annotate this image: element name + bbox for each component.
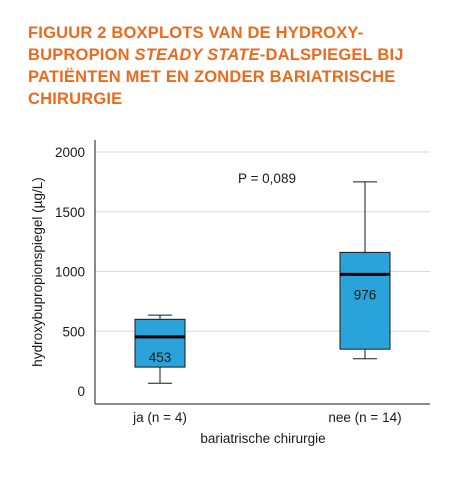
- y-tick-label: 0: [77, 384, 85, 399]
- y-tick-labels: [55, 145, 85, 399]
- p-value-annotation: P = 0,089: [238, 171, 296, 186]
- y-tick-label: 2000: [54, 145, 85, 160]
- median-label: 976: [353, 287, 377, 303]
- median-label: 453: [148, 349, 172, 365]
- x-tick-label: nee (n = 14): [328, 410, 402, 425]
- box-2: [340, 182, 390, 359]
- y-tick-label: 1500: [54, 204, 85, 220]
- figure-title-italic: STEADY STATE: [134, 46, 260, 64]
- box-1: [135, 315, 185, 383]
- x-tick-labels: [132, 410, 401, 425]
- figure-title-part2: -DALSPIEGEL BIJ PATIËNTEN MET EN ZONDER BARIATRISCHE CHIRURGIE: [28, 46, 404, 108]
- y-tick-label: 500: [62, 324, 85, 340]
- figure-title-part1: FIGUUR 2 BOXPLOTS VAN DE HYDROXY-BUPROPION: [28, 24, 364, 64]
- x-tick-label: ja (n = 4): [133, 410, 187, 425]
- y-tick-label: 1000: [54, 264, 85, 280]
- y-axis-label: hydroxybupropionspiegel (µg/L): [30, 177, 45, 367]
- x-axis-label: bariatrische chirurgie: [200, 431, 326, 446]
